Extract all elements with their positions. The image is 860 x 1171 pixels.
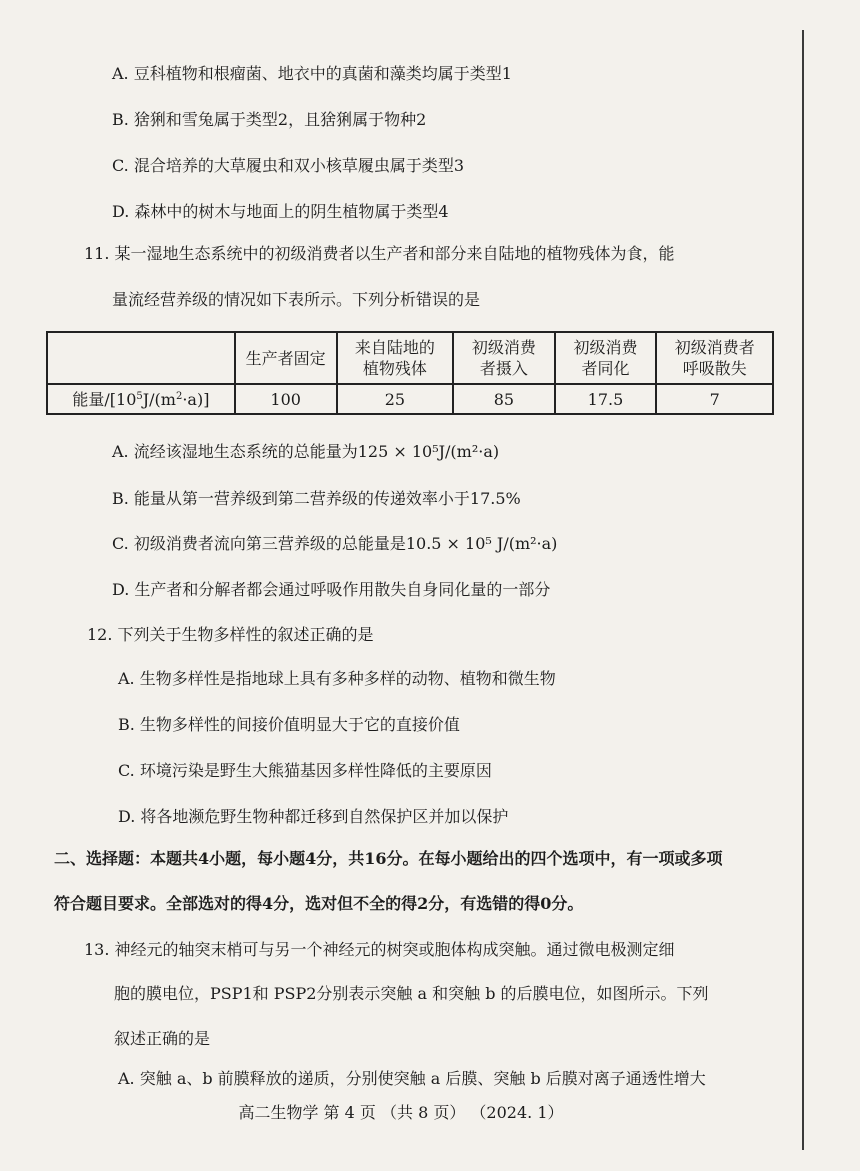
table-header-cell: 初级消费 者同化 xyxy=(555,332,657,384)
q12-option-a: A. 生物多样性是指地球上具有多种多样的动物、植物和微生物 xyxy=(118,669,556,688)
q13-stem-line1: 13. 神经元的轴突末梢可与另一个神经元的树突或胞体构成突触。通过微电极测定细 xyxy=(84,940,675,959)
table-header-cell: 初级消费 者摄入 xyxy=(453,332,554,384)
q11-stem-line2: 量流经营养级的情况如下表所示。下列分析错误的是 xyxy=(112,290,481,309)
table-cell: 7 xyxy=(656,384,773,414)
q11-stem-line1: 11. 某一湿地生态系统中的初级消费者以生产者和部分来自陆地的植物残体为食，能 xyxy=(84,244,675,263)
q10-option-c: C. 混合培养的大草履虫和双小核草履虫属于类型3 xyxy=(112,156,465,175)
table-header-row xyxy=(47,332,773,384)
q13-stem-line2: 胞的膜电位，PSP1和 PSP2分别表示突触 a 和突触 b 的后膜电位，如图所示。下列 xyxy=(114,984,709,1003)
q10-option-b: B. 猞猁和雪兔属于类型2，且猞猁属于物种2 xyxy=(112,110,427,129)
table-cell: 100 xyxy=(235,384,337,414)
table-header-cell: 初级消费者 呼吸散失 xyxy=(656,332,773,384)
q11-option-a: A. 流经该湿地生态系统的总能量为125 × 10⁵J/(m²·a) xyxy=(112,442,500,461)
table-cell: 25 xyxy=(337,384,454,414)
section2-heading-line2: 符合题目要求。全部选对的得4分，选对但不全的得2分，有选错的得0分。 xyxy=(54,894,584,913)
q11-option-b: B. 能量从第一营养级到第二营养级的传递效率小于17.5% xyxy=(112,489,521,508)
q11-option-d: D. 生产者和分解者都会通过呼吸作用散失自身同化量的一部分 xyxy=(112,580,551,599)
q12-stem: 12. 下列关于生物多样性的叙述正确的是 xyxy=(87,625,374,644)
q13-option-a: A. 突触 a、b 前膜释放的递质，分别使突触 a 后膜、突触 b 后膜对离子通透性增大 xyxy=(118,1069,706,1088)
table-cell: 85 xyxy=(453,384,554,414)
table-row-label: 能量$/[10^5J/(m^2\cdot a)]$ xyxy=(47,384,235,414)
q12-option-c: C. 环境污染是野生大熊猫基因多样性降低的主要原因 xyxy=(118,761,492,780)
q11-option-c: C. 初级消费者流向第三营养级的总能量是10.5 × 10⁵ J/(m²·a) xyxy=(112,534,558,553)
table-header-cell: 来自陆地的 植物残体 xyxy=(337,332,454,384)
table-row xyxy=(47,384,773,414)
table-header-cell: 生产者固定 xyxy=(235,332,337,384)
q12-option-b: B. 生物多样性的间接价值明显大于它的直接价值 xyxy=(118,715,460,734)
q13-stem-line3: 叙述正确的是 xyxy=(114,1029,211,1048)
table-cell: 17.5 xyxy=(555,384,657,414)
table-header-cell xyxy=(47,332,235,384)
energy-table xyxy=(46,331,774,415)
q12-option-d: D. 将各地濒危野生物种都迁移到自然保护区并加以保护 xyxy=(118,807,509,826)
q10-option-a: A. 豆科植物和根瘤菌、地衣中的真菌和藻类均属于类型1 xyxy=(112,64,512,83)
page-footer: 高二生物学 第 4 页 （共 8 页） （2024. 1） xyxy=(238,1103,564,1122)
margin-line xyxy=(802,30,804,1150)
section2-heading-line1: 二、选择题：本题共4小题，每小题4分，共16分。在每小题给出的四个选项中，有一项或多项 xyxy=(54,849,723,868)
q10-option-d: D. 森林中的树木与地面上的阴生植物属于类型4 xyxy=(112,202,449,221)
